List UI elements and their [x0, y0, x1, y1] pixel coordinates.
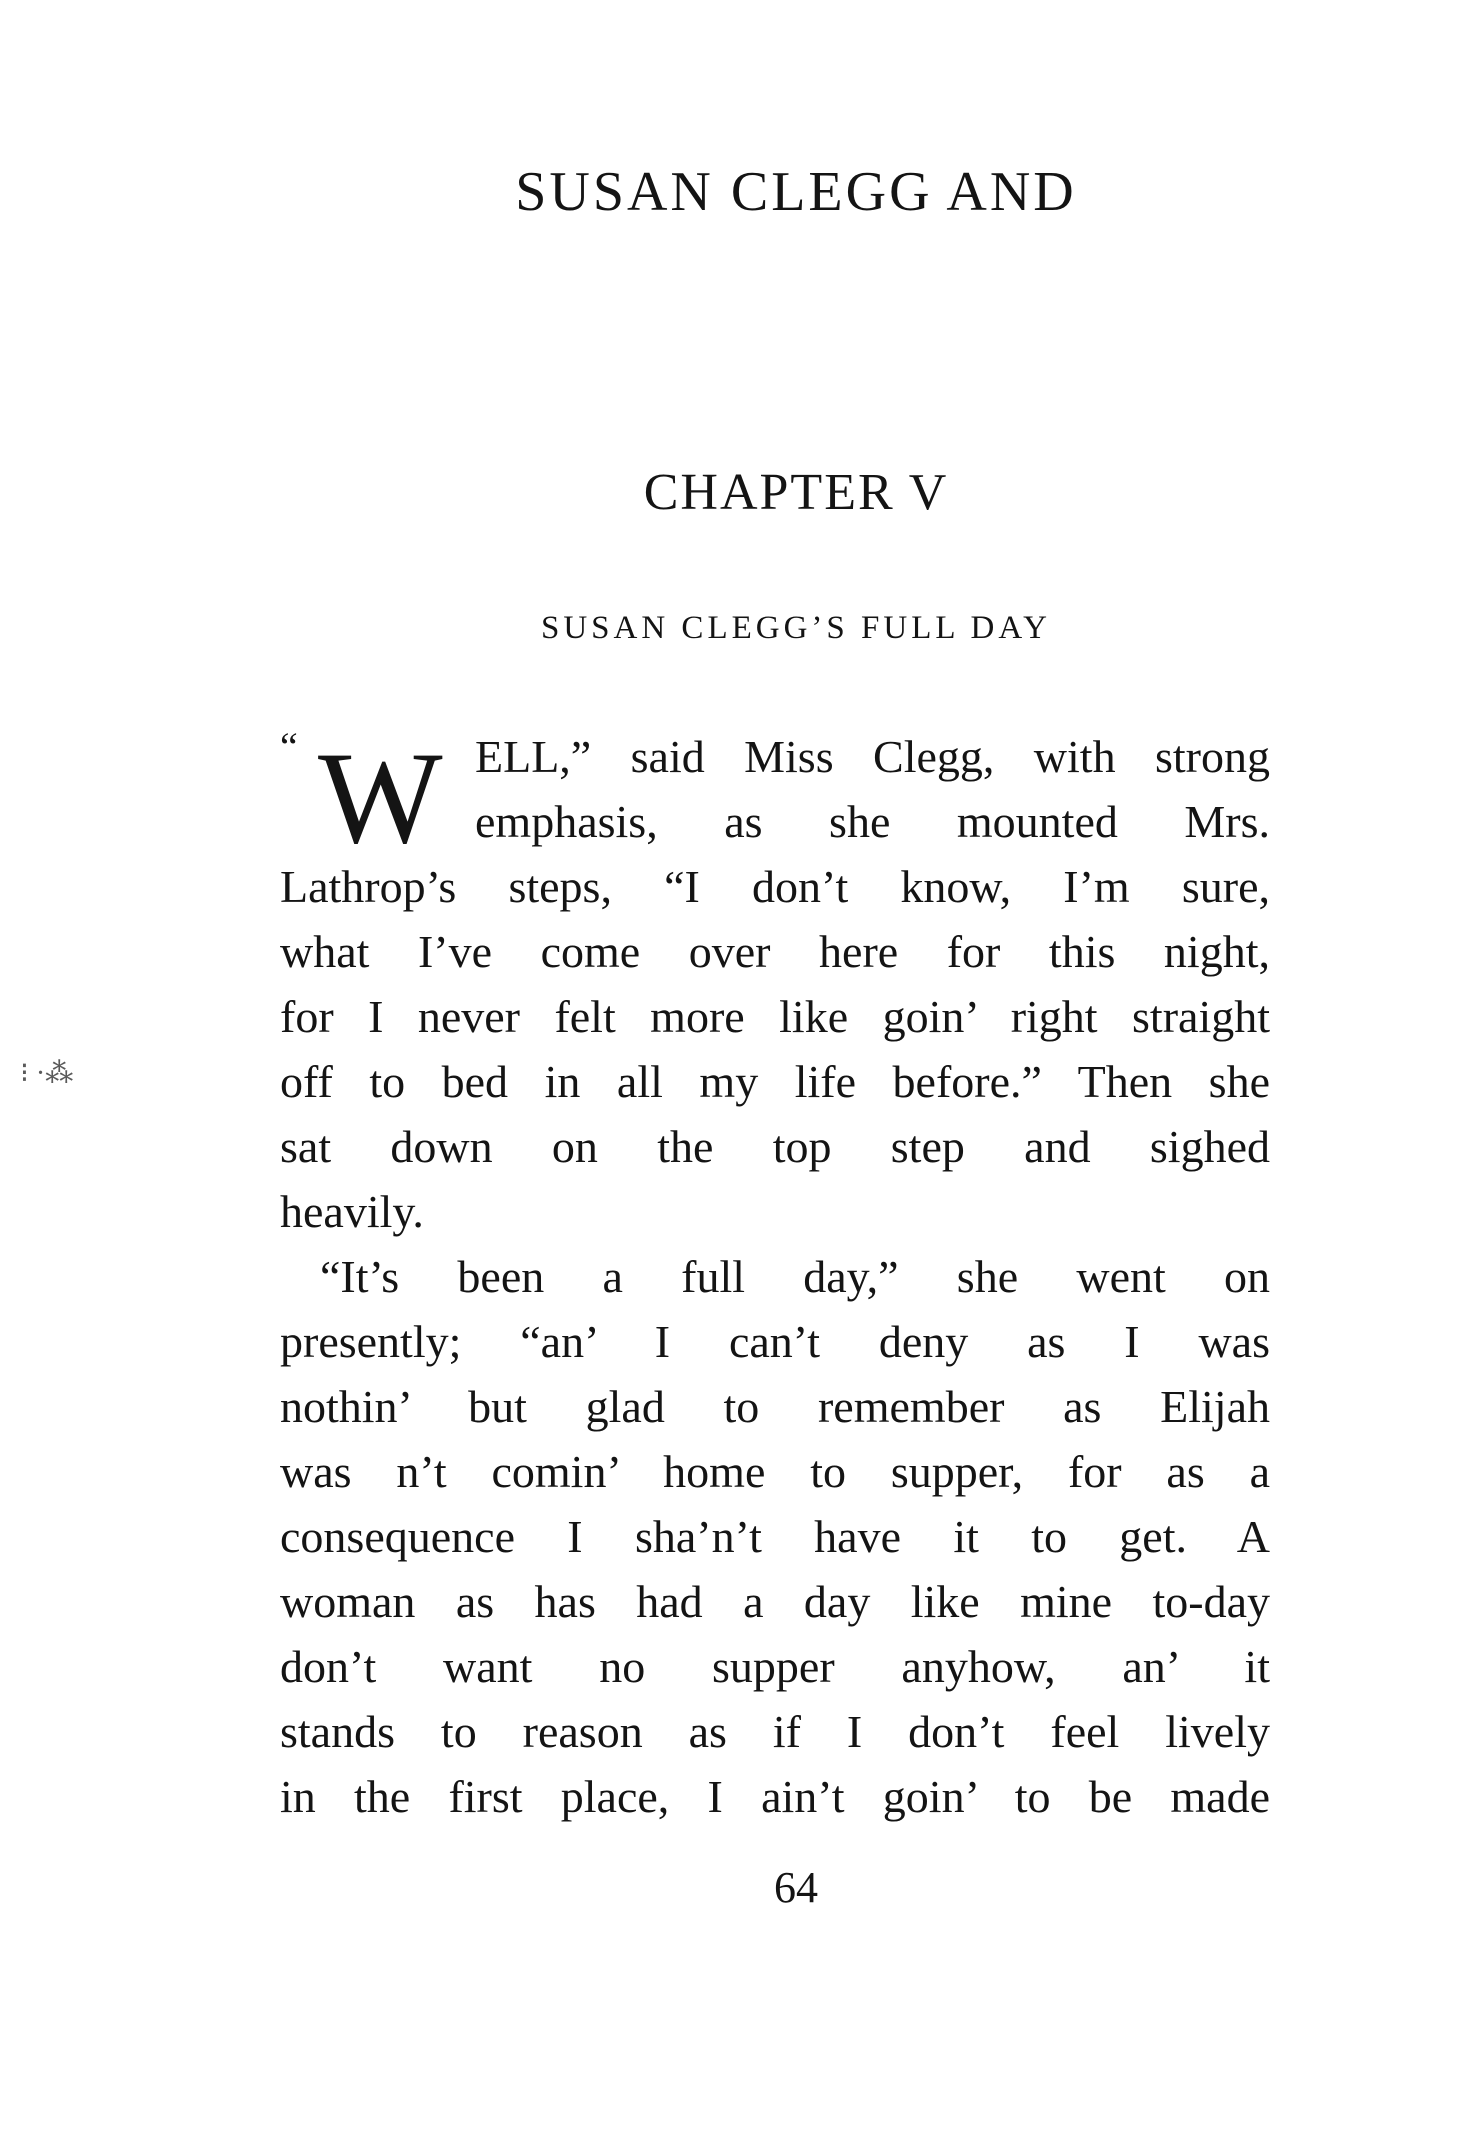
text-line: emphasis, as she mounted Mrs.: [475, 796, 1270, 847]
drop-cap: W: [318, 724, 443, 871]
paragraph-1: [280, 724, 1270, 1244]
text-line: stands to reason as if I don’t feel lively: [280, 1706, 1270, 1757]
text-line: ELL,” said Miss Clegg, with strong: [475, 731, 1270, 782]
paragraph-2: [280, 1244, 1270, 1829]
text-line: don’t want no supper anyhow, an’ it: [280, 1641, 1270, 1692]
text-line: sat down on the top step and sighed: [280, 1121, 1270, 1172]
page-number: 64: [774, 1863, 818, 1912]
chapter-title: SUSAN CLEGG’S FULL DAY: [540, 610, 1052, 646]
text-line: Lathrop’s steps, “I don’t know, I’m sure,: [280, 861, 1270, 912]
text-line: “It’s been a full day,” she went on: [320, 1251, 1270, 1302]
margin-speck: ⁝ ·⁂: [20, 1058, 74, 1089]
running-head: SUSAN CLEGG AND: [515, 161, 1077, 223]
chapter-number: CHAPTER V: [643, 464, 949, 521]
text-line: heavily.: [280, 1186, 424, 1237]
text-line: what I’ve come over here for this night,: [280, 926, 1270, 977]
text-line: for I never felt more like goin’ right straight: [280, 991, 1270, 1042]
text-line: was n’t comin’ home to supper, for as a: [280, 1446, 1270, 1497]
open-quote: “: [280, 724, 298, 769]
text-line: consequence I sha’n’t have it to get. A: [280, 1511, 1270, 1562]
text-line: off to bed in all my life before.” Then she: [280, 1056, 1270, 1107]
text-line: woman as has had a day like mine to-day: [280, 1576, 1270, 1627]
text-line: nothin’ but glad to remember as Elijah: [280, 1381, 1270, 1432]
text-line: presently; “an’ I can’t deny as I was: [280, 1316, 1270, 1367]
body-text: [280, 724, 1270, 1829]
text-line: in the first place, I ain’t goin’ to be made: [280, 1771, 1270, 1822]
